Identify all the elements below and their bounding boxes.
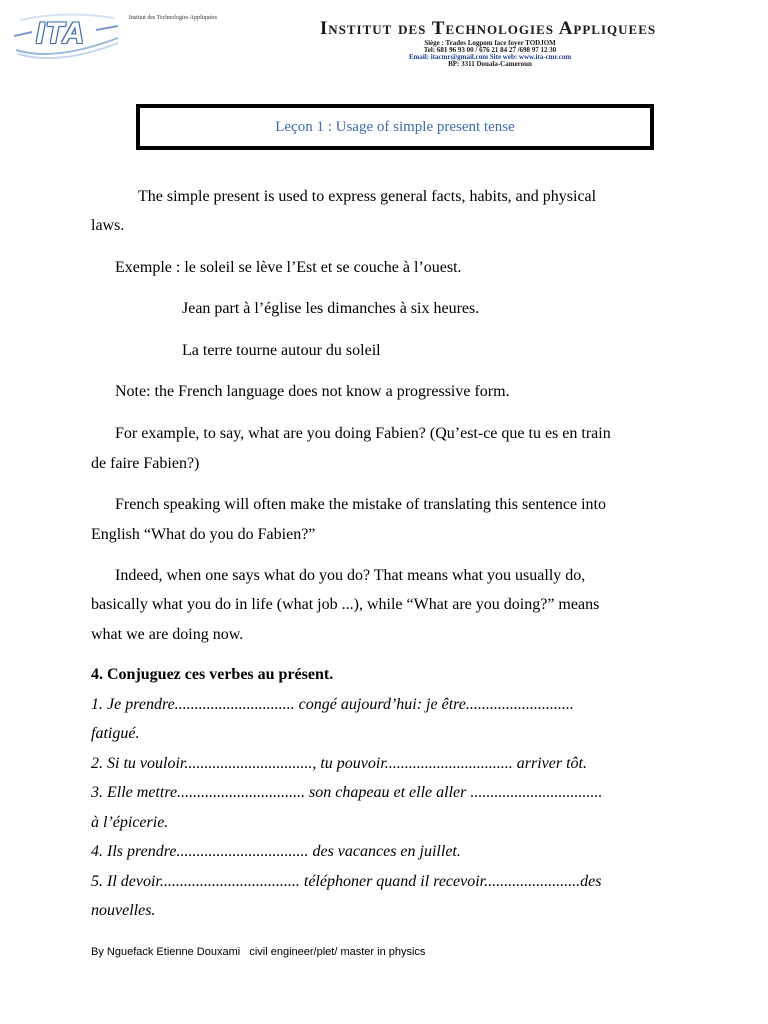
address-line: Siège : Trades Logpom face foyer TODJOM [424,39,556,47]
po-box-line: BP: 3311 Douala-Cameroun [448,60,532,68]
french-speaking-line-2: English “What do you do Fabien?” [91,526,316,543]
for-example-line-2: de faire Fabien?) [91,455,200,472]
example-line-2: Jean part à l’église les dimanches à six heures. [182,300,480,317]
french-speaking-line-1: French speaking will often make the mistake of translating this sentence into [115,496,606,513]
exercise-line: 1. Je prendre.............................. congé aujourd’hui: je être........................... [91,696,574,713]
exercise-line: fatigué. [91,725,140,742]
intro-line-1: The simple present is used to express general facts, habits, and physical [138,188,597,205]
letterhead [0,0,768,90]
email-line: Email: itacmr@gmail.com Site web: www.ita-cmr.com [408,53,572,61]
institute-subtitle: Institut des Technologies Appliquées [128,15,218,21]
example-line-3: La terre tourne autour du soleil [182,342,381,359]
logo-text: ITA [36,17,86,50]
ita-logo [14,10,119,62]
lesson-title: Leçon 1 : Usage of simple present tense [275,118,515,135]
indeed-line-1: Indeed, when one says what do you do? That means what you usually do, [115,567,586,584]
lesson-title-box [136,104,654,150]
intro-line-2: laws. [91,217,125,234]
example-line-1: Exemple : le soleil se lève l’Est et se couche à l’ouest. [115,259,462,276]
exercise-heading: 4. Conjuguez ces verbes au présent. [91,666,334,683]
exercise-line: 5. Il devoir................................... téléphoner quand il recevoir........................des [91,873,602,890]
note-line: Note: the French language does not know a progressive form. [115,383,510,400]
exercise-line: nouvelles. [91,902,156,919]
for-example-line-1: For example, to say, what are you doing Fabien? (Qu’est-ce que tu es en train [115,425,611,442]
indeed-line-3: what we are doing now. [91,626,244,643]
exercise-line: 2. Si tu vouloir................................, tu pouvoir................................ arriver tôt. [91,755,587,772]
phone-line: Tel: 681 96 93 00 / 676 21 84 27 /698 97 12 30 [423,46,557,54]
indeed-line-2: basically what you do in life (what job ...), while “What are you doing?” means [91,596,600,613]
exercise-line: 3. Elle mettre................................ son chapeau et elle aller ................................. [91,784,603,801]
author-footer: By Nguefack Etienne Douxami civil engineer/plet/ master in physics [91,946,426,958]
institute-title: Institut des Technologies Appliquees [319,18,657,39]
exercise-line: 4. Ils prendre................................. des vacances en juillet. [91,843,461,860]
exercise-line: à l’épicerie. [91,814,169,831]
